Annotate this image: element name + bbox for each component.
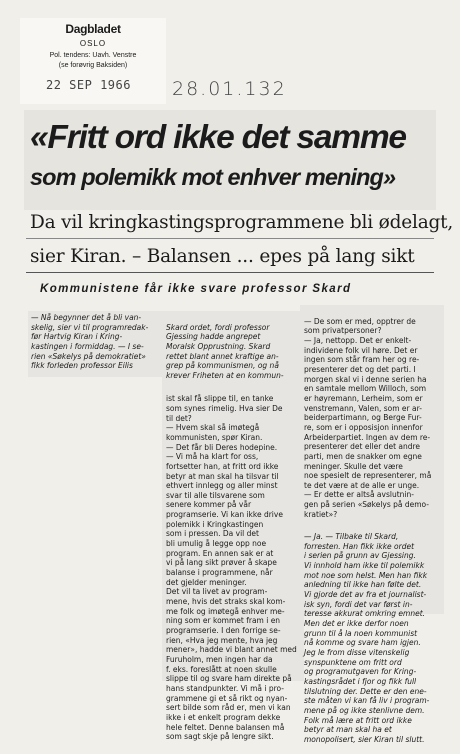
article-column-2 — [162, 311, 304, 742]
headline-line-1: «Fritt ord ikke det samme — [30, 119, 406, 156]
divider — [26, 238, 434, 239]
subheadline-line-2: sier Kiran. – Balansen ... epes på lang sikt — [30, 246, 415, 267]
stamp-paper-name: Dagbladet — [65, 22, 121, 36]
stamp-date: 22 SEP 1966 — [46, 78, 131, 92]
headline-line-2: som polemikk mot enhver mening» — [30, 164, 396, 190]
column-2-intro: Skard ordet, fordi professor Gjessing hadde angrepet Moralsk Opprustning. Skard rettet blant annet kraftige an- grep på kommunismen, og nå krever Friheten at en kommun- — [166, 322, 284, 380]
stamp-tendency-note: (se forøvrig Baksiden) — [58, 62, 128, 69]
archive-number: 28.01.132 — [172, 78, 287, 100]
article-column-3 — [300, 305, 444, 744]
stamp-tendency: Pol. tendens: Uavh. Venstre — [49, 52, 137, 59]
divider — [26, 272, 434, 273]
kicker-heading: Kommunistene får ikke svare professor Skard — [40, 283, 352, 295]
subheadline-line-1: Da vil kringkastingsprogrammene bli ødelagt, — [30, 212, 454, 233]
column-3-intro: — De som er med, opptrer de som privatpersoner? — Ja, nettopp. Det er enkelt- individene folk vil høre. Det er ingen som står fram her og re- presenterer det og det parti. I morgen skal vi i denne serien ha en samtale mellom Willoch, som er høyremann, Lerheim, som er venstremann, Valen, som er ar- beiderpartimann, og Berge Fur- re, som er i opposisjon innenfor Arbeiderpartiet. Ingen av dem re- presenterer det eller det andre parti, men de snakker om egne meninger. Skulle det være noe spesielt de representerer, må te det være at de alle er unge. — Er dette er altså avslutnin- gen på serien «Søkelys på demo- kratiet»? — [304, 316, 432, 519]
newspaper-stamp — [20, 18, 166, 104]
column-2-body: ist skal få slippe til, en tanke som synes rimelig. Hva sier De til det? — Hvem skal så imøtegå kommunisten, spør Kiran. — Det får bli Deres hodepine. — Vi må ha klart for oss, fortsetter han, at fritt ord ikke betyr at man skal ha tilsvar til ethvert innlegg og aller minst svar til alle tilsvarene som senere kommer på vår programserie. Vi kan ikke drive polemikk i Kringkastingen som i pressen. Da vil det bli umulig å legge opp noe program. En annen sak er at vi på lang sikt prøver å skape balanse i programmene, når det gjelder meninger. Det vil ta livet av program- mene, hvis det straks skal kom- me folk og imøtegå enhver me- ning som er kommet fram i en programserie. I den forrige se- rien, «Hva jeg mente, hva jeg mener», hadde vi blant annet med Furuholm, men ingen har da f. eks. foreslått at noen skulle slippe til og svare ham direkte på hans standpunkter. Vi må i pro- grammene gi et så rikt og nyan- sert bilde som råd er, men vi kan ikke i et enkelt program dekke hele feltet. Denne balansen må som sagt skje på lengre sikt. — [166, 394, 297, 742]
stamp-city: OSLO — [79, 39, 107, 48]
article-column-1: — Nå begynner det å bli van- skelig, sier vi til programredak- før Hartvig Kiran i Kring- kastingen i formiddag. — I se- rien «Søkelys på demokratiet» fikk forleden professor Eilis — [28, 311, 162, 377]
headline-block — [24, 110, 436, 210]
column-3-body: — Ja. — Tilbake til Skard, forresten. Han fikk ikke ordet i serien på grunn av Gjessing. Vi innhold ham ikke til polemikk mot noe som helst. Men han fikk anledning til ikke han følte det. Vi gjorde det av fra et journalist- isk syn, fordi det var først in- teresse akkurat omkring emnet. Men det er ikke derfor noen grunn til å la noen kommunist nå komme og svare ham igjen. Jeg le from disse vitenskelig synspunktene om fritt ord og programutgaven for Kring- kastingsrådet i fjor og fikk full tilslutning der. Dette er den ene- ste måten vi kan få liv i program- mene på og ikke stenlivne dem. Folk må lære at fritt ord ikke betyr at man skal ha et monopolisert, sier Kiran til slutt. — [304, 532, 430, 744]
